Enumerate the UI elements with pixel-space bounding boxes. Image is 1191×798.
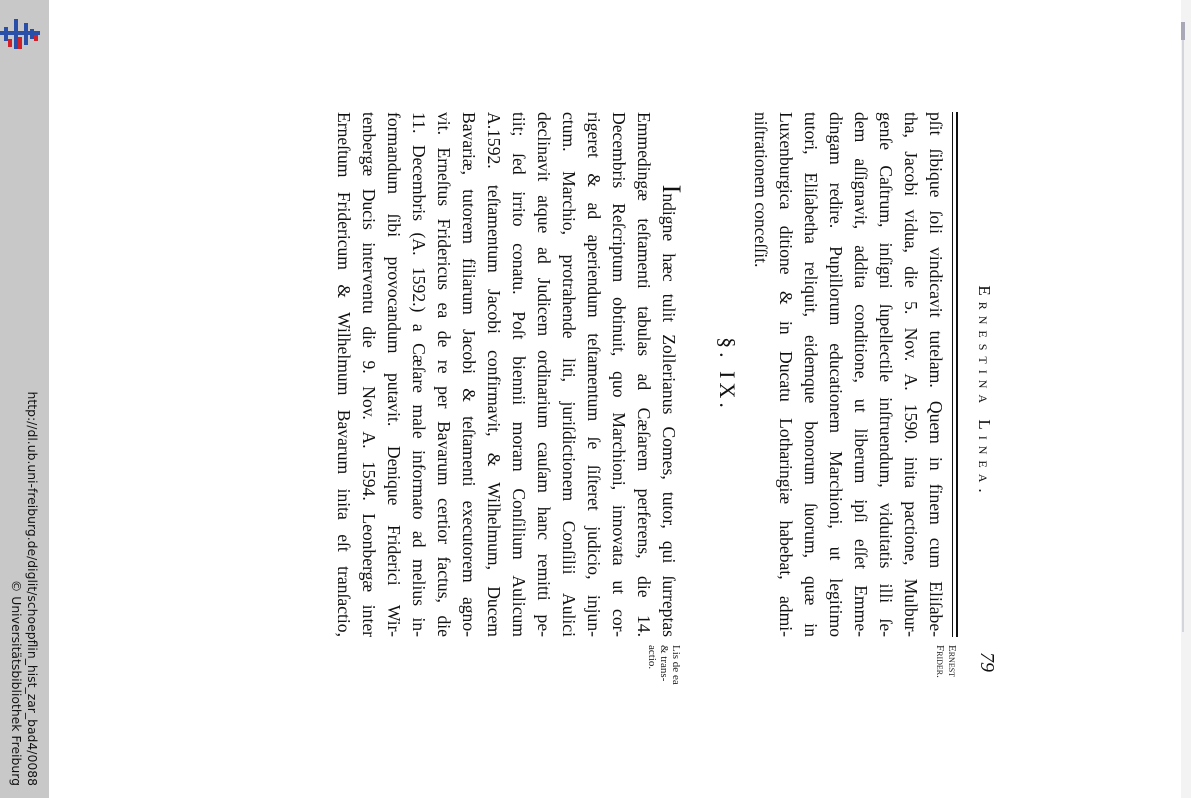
- paragraph-1: [748, 112, 948, 637]
- header-double-rule: [952, 112, 958, 637]
- text-line: tha, Jacobi vidua, die 5. Nov. A. 1590. inita pactione, Mulbur-: [901, 112, 921, 637]
- scrollbar-track[interactable]: [1181, 0, 1191, 798]
- margin-note-line: Ernest: [946, 645, 958, 678]
- text-line: tiit; ſed irrito conatu. Poſt biennii moram Conſilium Aulicum: [509, 112, 529, 637]
- drop-cap: I: [657, 184, 686, 194]
- text-line: rigeret & ad aperiendum teſtamentum ſe ſiſteret judicio, injun-: [584, 112, 604, 637]
- text-line: genſe Caſtrum, inſigni ſupellectile inſtruendum, viduitatis illi ſe-: [876, 112, 896, 637]
- running-head-title: Ernestina Linea.: [975, 285, 994, 499]
- page-number: 79: [976, 652, 998, 672]
- text-line: Luxenburgica ditione & in Ducatu Lotharingiæ habebat, admi-: [776, 112, 796, 637]
- text-line: tutori, Eliſabetha reliquit, eidemque bonorum ſuorum, quæ in: [801, 112, 821, 637]
- text-line: Emmedingæ teſtamenti tabulas ad Cæſarem perferens, die 14.: [634, 112, 654, 637]
- text-line: declinavit atque ad Judicem ordinarium cauſam hanc remitti pe-: [534, 112, 554, 637]
- sidebar-caption: [0, 0, 49, 798]
- text-line: niſtrationem conceſſit.: [751, 112, 771, 268]
- text-line: dingam redire. Pupillorum educationem Marchioni, ut legitimo: [826, 112, 846, 637]
- paragraph-2: [331, 112, 684, 637]
- caption-url[interactable]: http://dl.ub.uni-freiburg.de/diglit/schoepflin_hist_zar_bad4/0088: [25, 391, 41, 786]
- text-line: tenbergæ Ducis interventu die 9. Nov. A. 1594. Leonbergæ inter: [359, 112, 379, 637]
- margin-note-ernest: [934, 645, 958, 715]
- text-line: vit. Erneſtus Fridericus ea de re per Bavarum certior factus, die: [434, 112, 454, 637]
- margin-note-line: Lis de ea: [670, 645, 682, 685]
- margin-note-line: & trans-: [658, 645, 670, 682]
- margin-note-lis: [646, 645, 682, 715]
- margin-note-line: Frider.: [934, 645, 946, 678]
- text-line: formandum ſibi provocandum putavit. Denique Friderici Wir-: [384, 112, 404, 637]
- running-head: [962, 112, 1002, 672]
- caption-copyright: © Universitätsbibliothek Freiburg: [9, 579, 25, 786]
- text-line: dem aſſignavit, addita conditione, ut liberum ipſi eſſet Emme-: [851, 112, 871, 637]
- text-line-first: ndigne hæc tulit Zollerianus Comes, tutor, qui ſurreptas: [659, 193, 679, 638]
- text-line: A.1592. teſtamentum Jacobi confirmavit, & Wilhelmum, Ducem: [484, 112, 504, 637]
- scrollbar-thumb[interactable]: [1181, 22, 1185, 40]
- text-line: pſit ſibique ſoli vindicavit tutelam. Quem in finem cum Eliſabe-: [926, 112, 946, 637]
- text-line: Erneſtum Fridericum & Wilhelmum Bavarum inita eſt tranſactio,: [334, 112, 354, 637]
- text-line: Decembris Reſcriptum obtinuit, quo Marchioni, innovata ut cor-: [609, 112, 629, 637]
- text-line: Bavariæ, tutorem filiarum Jacobi & teſtamenti executorem agno-: [459, 112, 479, 637]
- scrollbar-rail: [1182, 22, 1184, 632]
- viewer-sidebar: [0, 0, 49, 798]
- section-heading: §. IX.: [715, 337, 740, 412]
- margin-note-line: actio.: [646, 645, 658, 670]
- text-line: [656, 112, 684, 637]
- text-line: 11. Decembris (A. 1592.) a Cæſare male informato ad melius in-: [409, 112, 429, 637]
- book-page: [282, 112, 1002, 685]
- text-line: ctum. Marchio, protrahende liti, juriſdictionem Conſilii Aulici: [559, 112, 579, 637]
